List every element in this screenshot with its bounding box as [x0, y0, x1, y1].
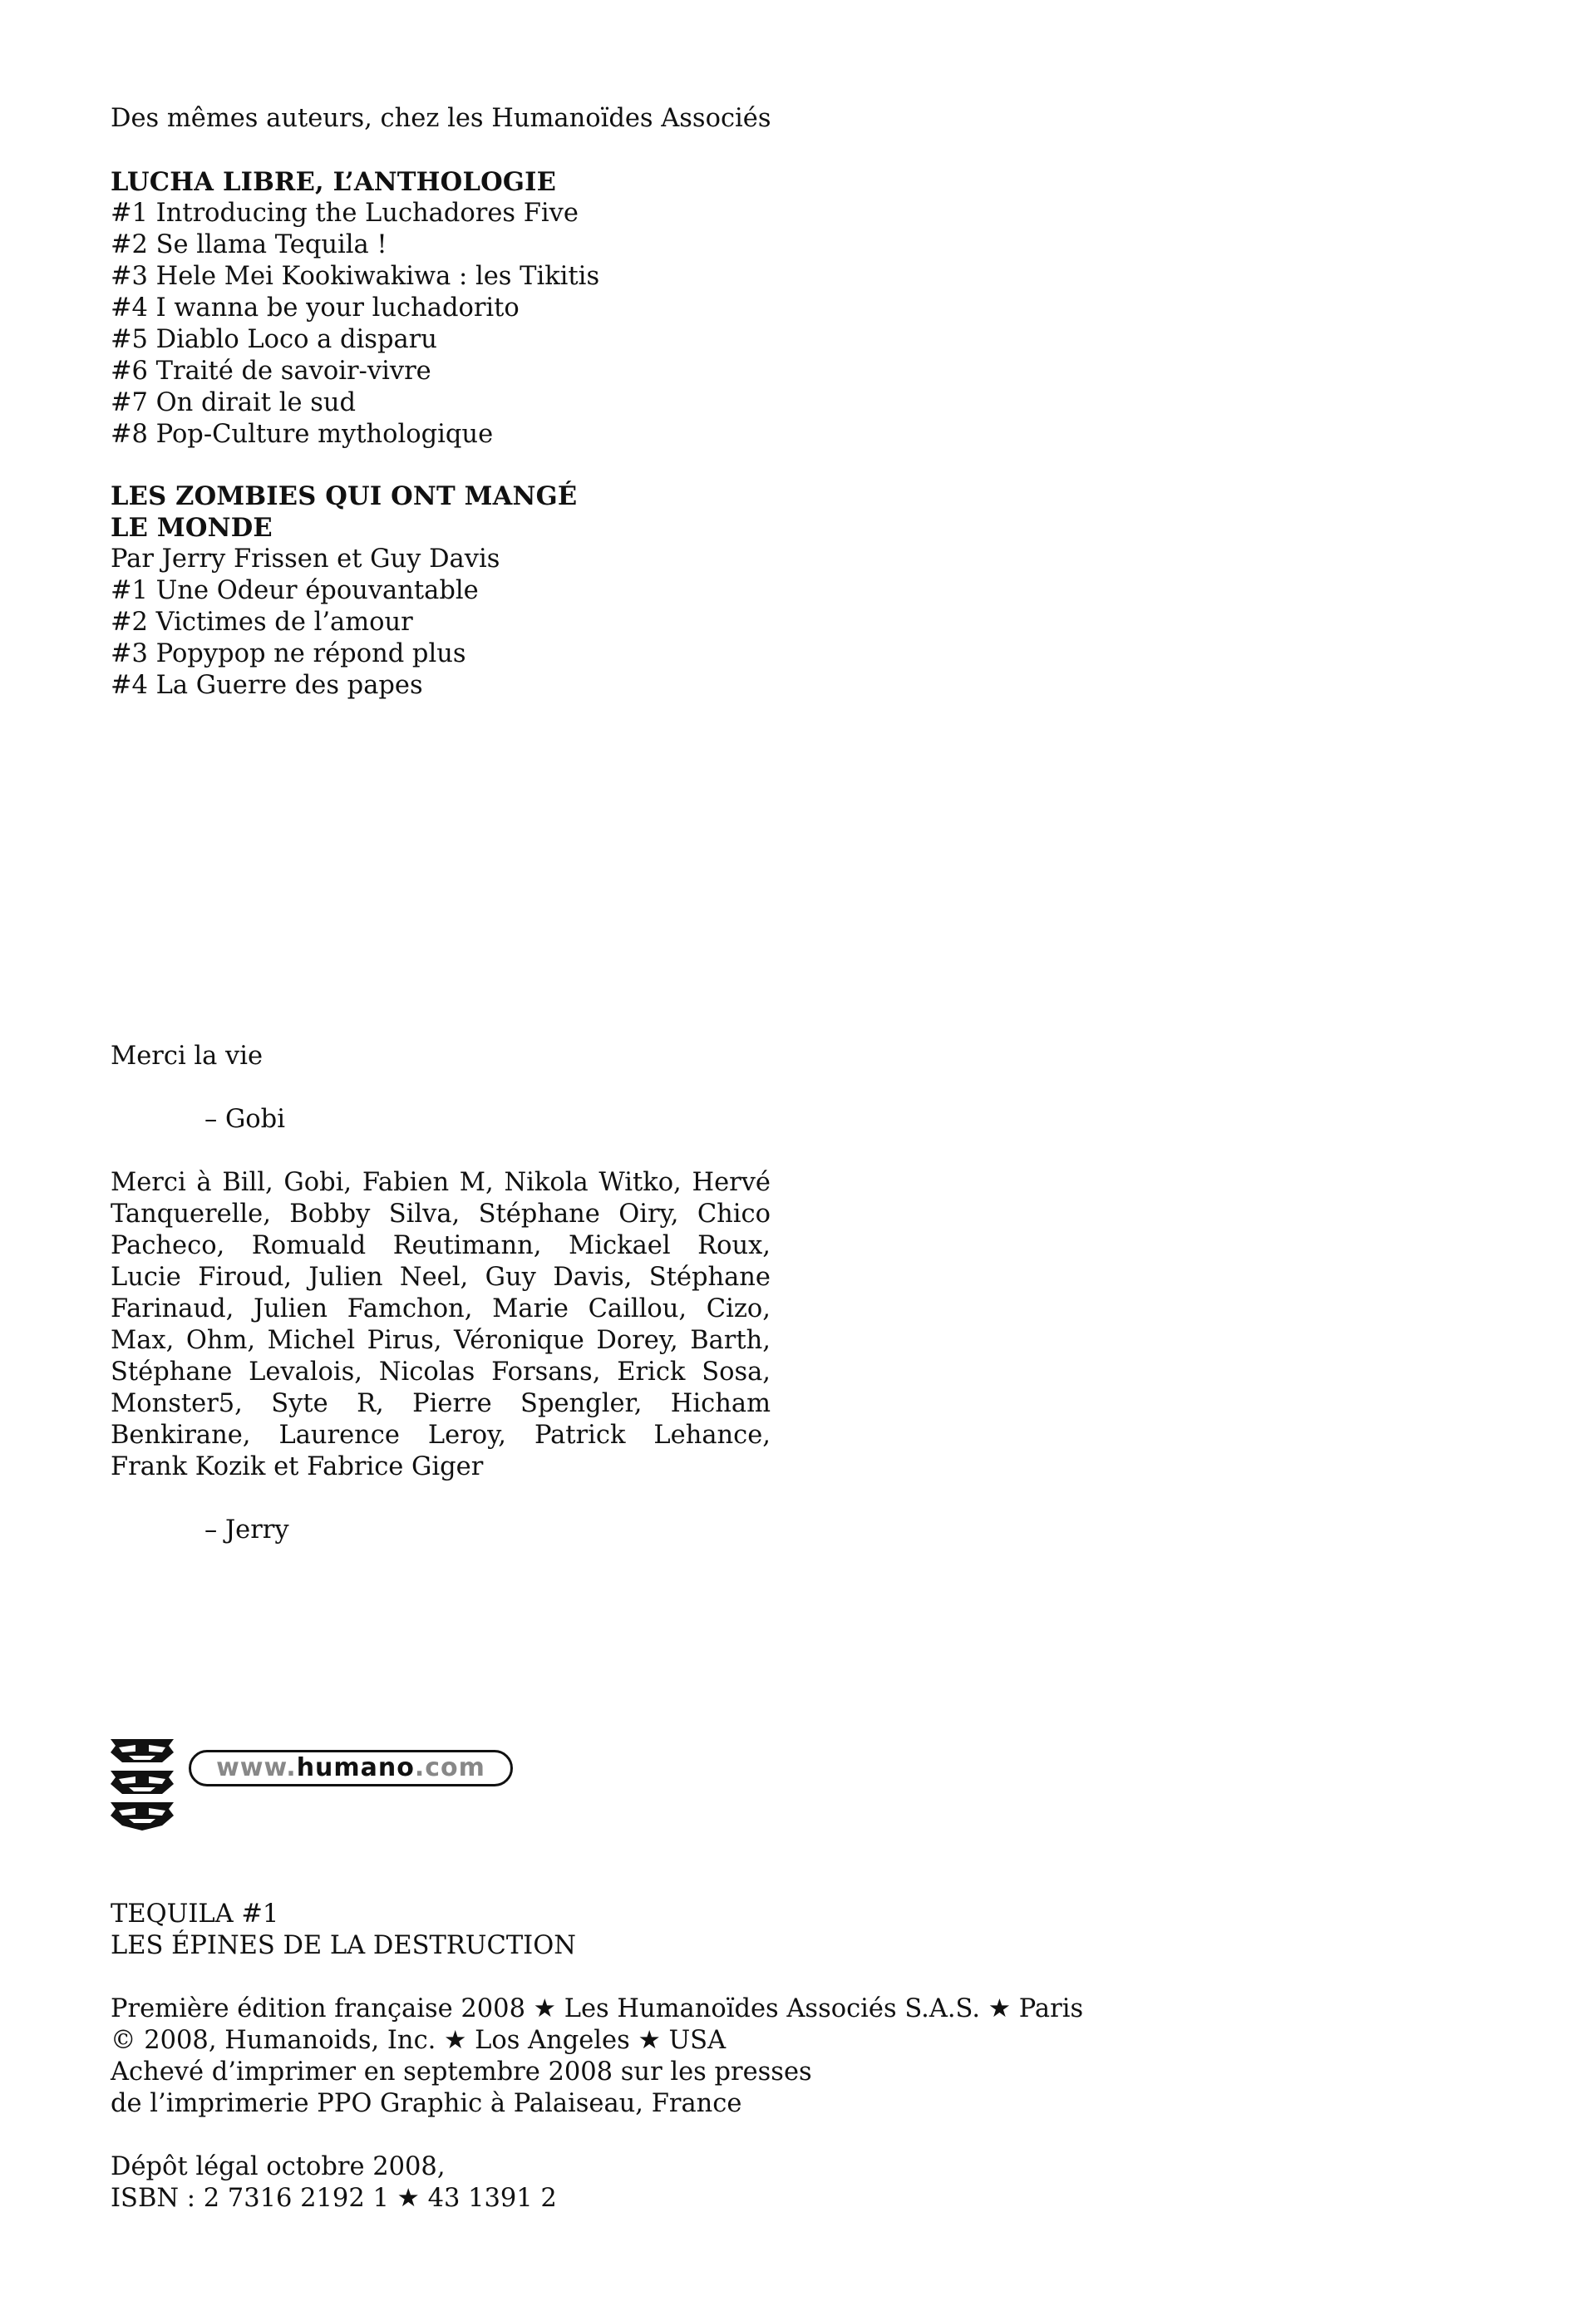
url-suffix: .com — [414, 1753, 485, 1782]
signature: – Gobi — [204, 1105, 285, 1134]
totem-masks-icon — [111, 1737, 174, 1831]
colophon — [111, 1899, 1083, 2215]
list-item: #2 Se llama Tequila ! — [111, 230, 387, 259]
dedication-text: Merci la vie — [111, 1042, 264, 1071]
list-item: #3 Popypop ne répond plus — [111, 639, 466, 668]
copyright-line: © 2008, Humanoids, Inc. ★ Los Angeles ★ USA — [111, 2026, 727, 2055]
list-item: #5 Diablo Loco a disparu — [111, 325, 437, 354]
thanks-paragraph: Merci à Bill, Gobi, Fabien M, Nikola Witko, Hervé Tanquerelle, Bobby Silva, Stéphane Oiry, Chico Pacheco, Romuald Reutimann, Mickael Roux, Lucie Firoud, Julien Neel, Guy Davis, Stéphane Farinaud, Julien Famchon, Marie Caillou, Cizo, Max, Ohm, Michel Pirus, Véronique Dorey, Barth, Stéphane Levalois, Nicolas Forsans, Erick Sosa, Monster5, Syte R, Pierre Spengler, Hicham Benkirane, Laurence Leroy, Patrick Lehance, Frank Kozik et Fabrice Giger — [111, 1168, 771, 1481]
list-item: #3 Hele Mei Kookiwakiwa : les Tikitis — [111, 262, 600, 291]
series-title: LUCHA LIBRE, L’ANTHOLOGIE — [111, 167, 557, 197]
list-item: #4 I wanna be your luchadorito — [111, 293, 520, 323]
isbn-line: ISBN : 2 7316 2192 1 ★ 43 1391 2 — [111, 2184, 557, 2213]
series-zombies — [111, 480, 577, 702]
series-title: LES ZOMBIES QUI ONT MANGÉ — [111, 481, 578, 511]
printing-line: Achevé d’imprimer en septembre 2008 sur les presses — [111, 2057, 812, 2087]
legal-deposit-line: Dépôt légal octobre 2008, — [111, 2152, 446, 2181]
dedication-jerry — [111, 1167, 771, 1546]
list-item: #1 Introducing the Luchadores Five — [111, 199, 579, 228]
list-item: #2 Victimes de l’amour — [111, 608, 413, 637]
publisher-logo — [111, 1737, 518, 1831]
series-lucha-libre — [111, 166, 599, 451]
list-item: #6 Traité de savoir-vivre — [111, 357, 431, 386]
url-main: humano — [296, 1753, 415, 1782]
printer-line: de l’imprimerie PPO Graphic à Palaiseau, France — [111, 2089, 742, 2118]
signature: – Jerry — [204, 1515, 289, 1545]
dedication-gobi — [111, 1041, 285, 1136]
list-item: #1 Une Odeur épouvantable — [111, 576, 479, 605]
book-subtitle: LES ÉPINES DE LA DESTRUCTION — [111, 1931, 576, 1960]
book-title: TEQUILA #1 — [111, 1900, 279, 1929]
byline: Par Jerry Frissen et Guy Davis — [111, 545, 500, 574]
website-url[interactable] — [189, 1750, 513, 1786]
list-item: #7 On dirait le sud — [111, 388, 357, 417]
edition-line: Première édition française 2008 ★ Les Humanoïdes Associés S.A.S. ★ Paris — [111, 1994, 1084, 2023]
series-title-line2: LE MONDE — [111, 513, 273, 543]
url-prefix: www. — [216, 1753, 297, 1782]
intro-text: Des mêmes auteurs, chez les Humanoïdes Associés — [111, 104, 771, 133]
intro-block — [111, 103, 771, 135]
list-item: #8 Pop-Culture mythologique — [111, 420, 494, 449]
list-item: #4 La Guerre des papes — [111, 671, 423, 700]
